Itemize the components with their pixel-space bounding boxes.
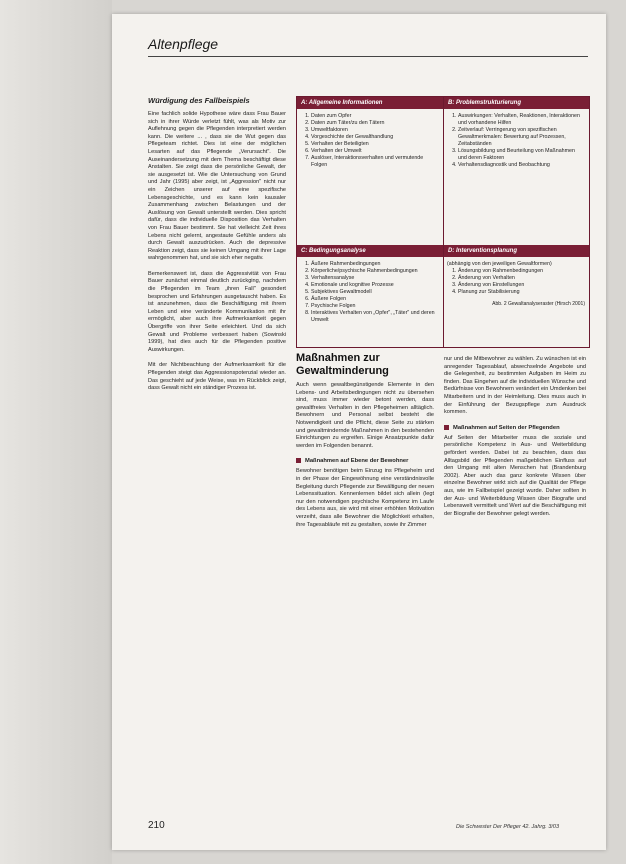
mid-paragraph-2: Bewohner benötigen beim Einzug ins Pflegeheim und in der Phase der Eingewöhnung eine verständnisvolle Begleitung durch Pflegende zur Bewältigung der neuen Lebenssituation. Kennenlernen bildet sich allein (legt nur den notwendigen psychische Kompetenz im Laufe des Lebens aus, sie wird mit einer erhöhten Motivation verzeiht, dass alle Bewohner die Möglichkeit erhalten, ihre Tagesabläufe mit zu gestalten, sowie ihr Zimmer [296,468,434,528]
list-item: 6. Verhalten der Umwelt [311,148,440,155]
list-item: 1. Daten zum Opfer [311,113,440,120]
square-bullet-icon [296,458,301,463]
list-item: 7. Psychische Folgen [311,303,440,310]
analysis-grid [296,96,590,348]
list-item: 3. Verhaltensanalyse [311,275,440,282]
list-item: 3. Lösungsbildung und Beurteilung von Maßnahmen und deren Faktoren [458,148,585,162]
right-paragraph-1: nur und die Mitbewohner zu wählen. Zu wünschen ist ein anregender Tagesablauf, abwechselnde Angebote und die Gelegenheit, zu bestimmten Aufgaben im Heim zu finden. Das Eingehen auf die individuellen Wünsche und Bedürfnisse von Bewohnern verändert ein Umdenken bei Mitarbeitern und in der Heimleitung. Dies muss auch in der Einführung der Bezugspflege zum Ausdruck kommen. [444,356,586,416]
left-paragraph-2: Bemerkenswert ist, dass die Aggressivität von Frau Bauer zunächst einmal deutlich zurückging, nachdem die Pflegenden im Team „ihren Fall" gesondert besprochen und Erfahrungen ausgetauscht haben. Es ist anzunehmen, dass die Beschäftigung mit ihrem Leben und eine veränderte Kommunikation mit ihr ermöglicht, aber auch ihre Aufmerksamkeit gegen Übergriffe von ihrer Seite erleichtert. Und da sich Gewalt und Probleme verbessert haben (Sowinski 1999), hat dies auch für die Pflegenden positive Auswirkungen. [148,270,286,353]
list-item: 7. Auslöser, Interaktionsverhalten und vermutende Folgen [311,155,440,169]
list-item: 6. Äußere Folgen [311,296,440,303]
journal-reference: Die Schwester Der Pfleger 42. Jahrg. 3/03 [456,824,560,830]
grid-divider [443,97,444,347]
section-title: Altenpflege [148,36,219,52]
list-item: 1. Auswirkungen: Verhalten, Reaktionen, Interaktionen und vorhandene Hilfen [458,113,585,127]
article-title: Maßnahmen zur Gewaltminderung [296,352,389,377]
grid-d-header: D: Interventionsplanung [444,245,589,257]
grid-c-header: C: Bedingungsanalyse [297,245,443,257]
left-paragraph-1: Eine fachlich solide Hypothese wäre dass Frau Bauer sich in ihrer Würde verletzt fühlt, was als Motiv zur Auflehnung gegen die Pflegenden interpretiert werden kann. Die weitere ... , dass sie die Wut gegen das Pflegeteam richtet. Dies ist eine der möglichen Lesarten auf das Pflegende „Verursacht". Die Auseinandersetzung mit dem Thema beschäftigt diese Anstalten. Sie zeigt dass die persönliche Gewalt, der sie ausgesetzt ist. Wie die Untersuchung von Grund und Jahr (1995) aber zeigt, ist „Aggression" nicht nur ein Zeichen unserer auf eine spezifische Lebensgeschichte, und es kann kein kausaler Zusammenhang zwischen Belastungen und der Auslösung von Gewalt unterstellt werden. Dies spricht dafür, dass die individuelle Disposition das Verhalten von Frau Bauer bestimmt. Sie hat vielleicht Zeit ihres Lebens nicht gelernt, angestaute Gefühle anders als durch Gewalt auszudrücken. Auch die depressive Reaktion zeigt, dass sie keinen Umgang mit ihrer Lage wahrgenommen hat, und sie sich eher negativ. [148,111,286,262]
list-item: 5. Verhalten der Beteiligten [311,141,440,148]
grid-d-intro: (abhängig von den jeweiligen Gewaltformen) [447,261,552,267]
square-bullet-icon [444,425,449,430]
list-item: 2. Zeitverlauf: Verringerung von spezifischen Gewaltmerkmalen: Bewertung auf Prozessen, Zeitabständen [458,127,585,148]
left-heading: Würdigung des Fallbeispiels [148,96,250,105]
figure-source: Abb. 2 Gewaltanalyseraster (Hirsch 2001) [492,301,585,307]
grid-c-list [300,261,440,324]
list-item: 4. Emotionale und kognitive Prozesse [311,282,440,289]
middle-column [296,382,434,529]
right-paragraph-2: Auf Seiten der Mitarbeiter muss die soziale und persönliche Kompetenz in Aus- und Weiterbildung gefördert werden. Dabei ist zu beachten, dass das Alltagsbild der Pflegenden maßgeblichen Einfluss auf den Umgang mit alten Menschen hat (Brandenburg 2002). Aber auch das ganz konkrete Wissen über einzelne Bewohner wirkt sich auf die Qualität der Pflege aus, wie im Fallbeispiel gezeigt wurde. Daher sollten in der Aus- und Weiterbildung Wissen über Biografie und Lebenswelt vermittelt und Wert auf die Beschäftigung mit der Biografie der Bewohner gelegt werden. [444,434,586,517]
grid-a-header: A: Allgemeine Informationen [297,97,443,109]
list-item: 4. Planung zur Stabilisierung [458,289,585,296]
list-item: 3. Umweltfaktoren [311,127,440,134]
list-item: 1. Äußere Rahmenbedingungen [311,261,440,268]
grid-a-list [300,113,440,169]
list-item: 8. Interaktives Verhalten von „Opfer", „Täter" und deren Umwelt [311,310,440,324]
grid-d-list [447,261,585,308]
grid-b-header: B: Problemstrukturierung [444,97,589,109]
list-item: 5. Subjektives Gewaltmodell [311,289,440,296]
list-item: 2. Daten zum Täter/zu den Tätern [311,120,440,127]
right-column [444,356,586,518]
left-column [148,96,286,393]
grid-b-list [447,113,585,169]
list-item: 2. Körperliche/psychische Rahmenbedingungen [311,268,440,275]
mid-paragraph-1: Auch wenn gewaltbegünstigende Elemente in den Lebens- und Arbeitsbedingungen nicht zu übersehen sind, muss immer wieder betont werden, dass gewaltfreies Verhalten in den Pflegeheimen alltäglich. Bewohnern und Personal selbst besteht die Notwendigkeit und die Pflicht, diese Seite zu stärken und gewaltmindernde Maßnahmen in den bestehenden Einrichtungen zu ergreifen. Einige Ansatzpunkte dafür werden im Folgenden benannt. [296,382,434,449]
page-binding [0,0,112,864]
list-item: 3. Änderung von Einstellungen [458,282,585,289]
left-paragraph-3: Mit der Nichtbeachtung der Aufmerksamkeit für die Pflegenden steigt das Aggressionspotenzial wieder an. Das geschieht auf jede Weise, was im Rückblick zeigt, dass Gewalt nicht ein ständiger Prozess ist. [148,362,286,392]
header-divider [148,56,588,57]
page-number: 210 [148,820,165,831]
list-item: 2. Änderung von Verhalten [458,275,585,282]
list-item: 4. Vorgeschichte der Gewalthandlung [311,134,440,141]
right-subheading: Maßnahmen auf Seiten der Pflegenden [444,425,586,431]
list-item: 1. Änderung von Rahmenbedingungen [458,268,585,275]
list-item: 4. Verhaltensdiagnostik und Beobachtung [458,162,585,169]
mid-subheading: Maßnahmen auf Ebene der Bewohner [296,458,434,464]
